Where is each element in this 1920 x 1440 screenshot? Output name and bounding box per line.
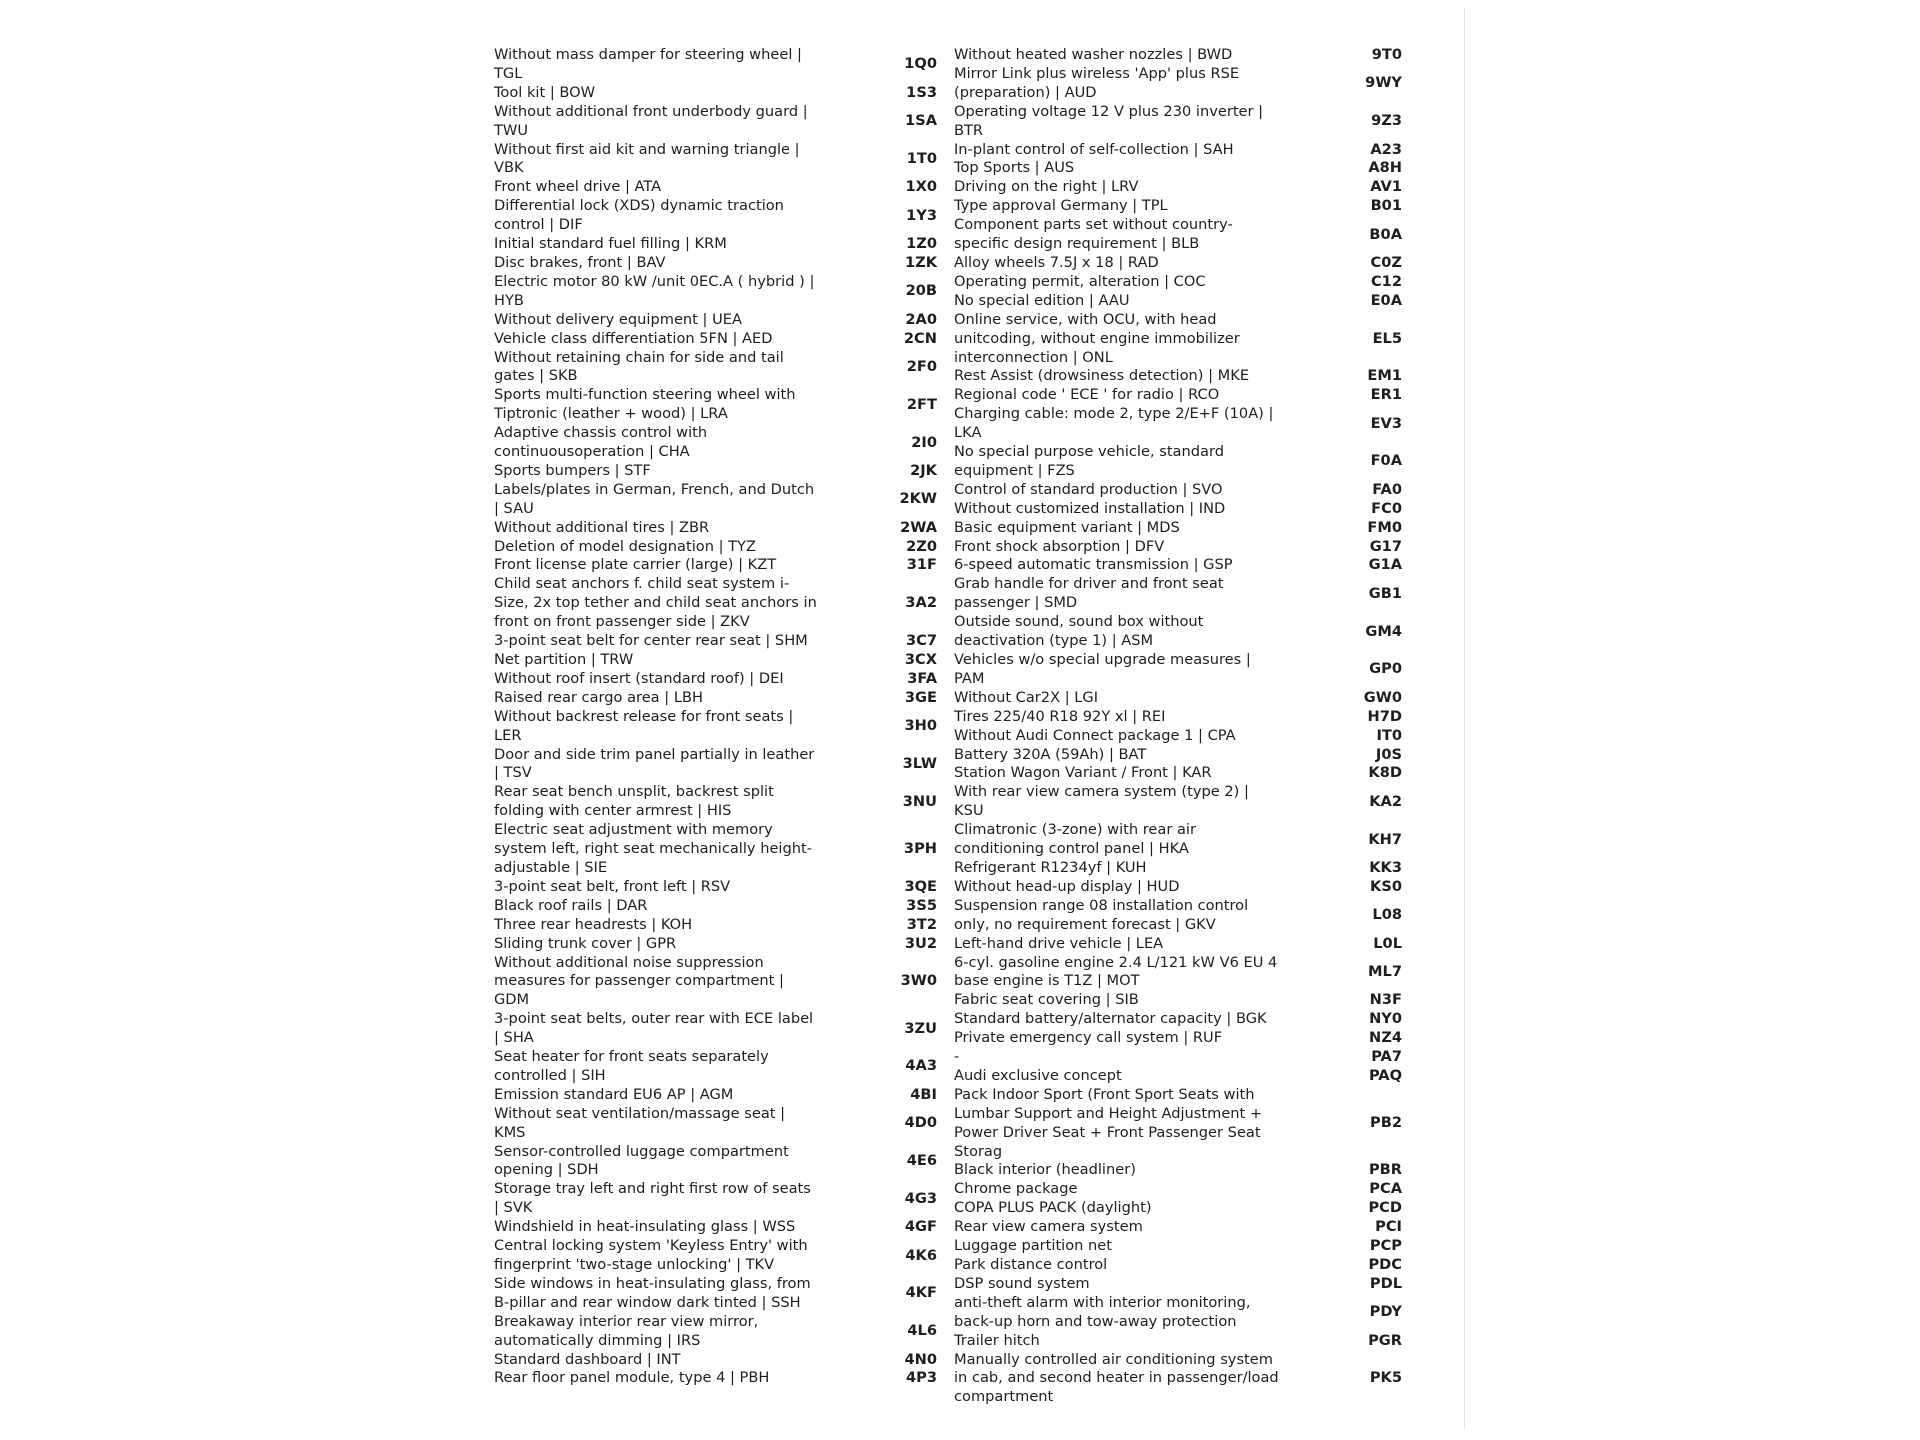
option-row [494, 273, 939, 311]
option-description: Rest Assist (drowsiness detection) | MKE [954, 367, 1250, 385]
option-description: Side windows in heat-insulating glass, from B-pillar and rear window dark tinted | SSH [494, 1274, 811, 1311]
option-code: 3C7 [905, 632, 937, 650]
option-code: 1S3 [906, 83, 937, 101]
option-description: Without retaining chain for side and tail gates | SKB [494, 348, 784, 385]
option-description: Left-hand drive vehicle | LEA [954, 934, 1164, 952]
option-description: Operating voltage 12 V plus 230 inverter | BTR [954, 102, 1264, 139]
option-description: 3-point seat belts, outer rear with ECE label | SHA [494, 1010, 814, 1047]
option-description: Seat heater for front seats separately controlled | SIH [494, 1048, 769, 1084]
option-code: 3U2 [904, 934, 937, 952]
option-row [954, 1294, 1404, 1332]
option-code: 9T0 [1371, 46, 1402, 63]
option-description: Breakaway interior rear view mirror, automatically dimming | IRS [494, 1312, 759, 1349]
option-row [954, 878, 1404, 897]
option-code: PDL [1369, 1274, 1402, 1292]
option-description: Online service, with OCU, with head unitcoding, without engine immobilizer interconnection | ONL [954, 310, 1240, 366]
option-row [494, 783, 939, 821]
option-row [494, 1351, 939, 1370]
option-code: 1T0 [906, 149, 937, 167]
option-row [954, 386, 1404, 405]
option-description: Without roof insert (standard roof) | DEI [494, 669, 784, 687]
option-code: 1Z0 [906, 235, 937, 253]
option-code: 20B [905, 282, 937, 300]
option-code: PGR [1368, 1331, 1402, 1349]
option-code: 1Y3 [906, 206, 937, 224]
option-code: 3ZU [904, 1019, 937, 1037]
option-description: Operating permit, alteration | COC [954, 272, 1206, 290]
option-code: F0A [1370, 452, 1402, 470]
option-code: 9Z3 [1371, 112, 1402, 130]
option-row [494, 746, 939, 784]
option-code: 31F [906, 556, 937, 574]
option-row [954, 821, 1404, 859]
option-description: Emission standard EU6 AP | AGM [494, 1085, 734, 1103]
option-row [494, 689, 939, 708]
option-description: Battery 320A (59Ah) | BAT [954, 745, 1147, 763]
option-description: Without additional noise suppression measures for passenger compartment | GDM [494, 953, 784, 1009]
option-row [494, 46, 939, 84]
option-code: 4KF [905, 1284, 937, 1302]
option-code: 3CX [904, 651, 937, 668]
option-description: Door and side trim panel partially in leather | TSV [494, 745, 815, 782]
option-description: Charging cable: mode 2, type 2/E+F (10A) | LKA [954, 405, 1274, 442]
option-row [494, 1048, 939, 1086]
option-code: EV3 [1370, 414, 1402, 432]
option-description: Front wheel drive | ATA [494, 178, 662, 196]
option-code: FC0 [1371, 499, 1402, 517]
option-row [494, 311, 939, 330]
option-code: L08 [1372, 906, 1402, 924]
option-row [494, 84, 939, 103]
option-description: Driving on the right | LRV [954, 178, 1139, 196]
option-row [954, 273, 1404, 292]
option-row [954, 935, 1404, 954]
option-row [954, 1332, 1404, 1351]
option-description: Fabric seat covering | SIB [954, 991, 1139, 1009]
option-code: NZ4 [1369, 1029, 1402, 1047]
option-code: PCI [1375, 1218, 1402, 1236]
option-description: Storage tray left and right first row of seats | SVK [494, 1180, 811, 1217]
option-row [954, 991, 1404, 1010]
option-code: 4D0 [904, 1114, 937, 1132]
option-row [954, 1256, 1404, 1275]
option-code: 3PH [903, 840, 937, 858]
option-row [954, 500, 1404, 519]
option-description: Rear view camera system [954, 1218, 1143, 1236]
option-code: 2CN [903, 329, 937, 347]
option-description: Sensor-controlled luggage compartment opening | SDH [494, 1142, 789, 1179]
option-code: 2JK [910, 461, 937, 479]
option-code: G1A [1368, 556, 1402, 574]
option-code: FA0 [1372, 480, 1402, 498]
option-row [494, 878, 939, 897]
option-description: Windshield in heat-insulating glass | WSS [494, 1218, 796, 1236]
option-code: 4P3 [905, 1369, 937, 1387]
option-row [954, 1180, 1404, 1199]
option-description: Without backrest release for front seats | LER [494, 707, 794, 744]
option-code: 1X0 [905, 178, 937, 196]
option-code: 3W0 [900, 972, 937, 990]
option-description: Component parts set without country- specific design requirement | BLB [954, 216, 1233, 253]
option-row [954, 897, 1404, 935]
option-code: KS0 [1370, 877, 1402, 895]
option-row [494, 235, 939, 254]
option-description: Without heated washer nozzles | BWD [954, 46, 1233, 63]
option-row [954, 1048, 1404, 1067]
option-row [494, 1105, 939, 1143]
option-row [494, 708, 939, 746]
option-description: Regional code ' ECE ' for radio | RCO [954, 386, 1220, 404]
option-description: 6-cyl. gasoline engine 2.4 L/121 kW V6 EU 4 base engine is T1Z | MOT [954, 953, 1278, 990]
option-code: KH7 [1368, 830, 1402, 848]
option-description: Without head-up display | HUD [954, 877, 1180, 895]
option-row [494, 897, 939, 916]
option-row [494, 1218, 939, 1237]
option-row [494, 821, 939, 878]
option-description: No special edition | AAU [954, 291, 1130, 309]
option-description: Alloy wheels 7.5J x 18 | RAD [954, 253, 1159, 271]
option-description: Top Sports | AUS [954, 159, 1075, 177]
option-code: 9WY [1365, 74, 1402, 92]
option-description: Mirror Link plus wireless 'App' plus RSE (preparation) | AUD [954, 64, 1240, 101]
option-description: Child seat anchors f. child seat system i- Size, 2x top tether and child seat anchors in front on front passenger side | ZKV [494, 575, 817, 631]
option-description: Without seat ventilation/massage seat | KMS [494, 1104, 786, 1141]
option-row [494, 330, 939, 349]
option-row [954, 783, 1404, 821]
option-description: Without additional front underbody guard | TWU [494, 102, 808, 139]
option-description: Raised rear cargo area | LBH [494, 688, 703, 706]
option-code: IT0 [1376, 726, 1402, 744]
option-description: Tool kit | BOW [494, 83, 596, 101]
option-row [494, 197, 939, 235]
option-code: 3QE [904, 877, 937, 895]
option-row [954, 519, 1404, 538]
option-code: 1Q0 [904, 55, 937, 73]
option-description: Black interior (headliner) [954, 1161, 1136, 1179]
option-code: PB2 [1370, 1114, 1402, 1132]
option-row [954, 216, 1404, 254]
option-code: A23 [1370, 140, 1402, 158]
option-code: PBR [1368, 1161, 1402, 1179]
option-description: Without mass damper for steering wheel | TGL [494, 46, 802, 82]
option-code: 1ZK [904, 253, 937, 271]
option-row [494, 1369, 939, 1388]
option-row [954, 1086, 1404, 1162]
option-row [954, 159, 1404, 178]
option-row [954, 575, 1404, 613]
option-row [494, 935, 939, 954]
option-description: Sports bumpers | STF [494, 461, 651, 479]
option-description: Climatronic (3-zone) with rear air conditioning control panel | HKA [954, 821, 1196, 858]
option-description: Tires 225/40 R18 92Y xl | REI [954, 707, 1166, 725]
option-description: 3-point seat belt, front left | RSV [494, 877, 731, 895]
option-description: Electric seat adjustment with memory system left, right seat mechanically height- adjustable | SIE [494, 821, 812, 876]
option-code: 3A2 [905, 594, 937, 612]
option-row [954, 311, 1404, 368]
option-row [494, 424, 939, 462]
option-code: C0Z [1370, 253, 1402, 271]
option-description: Front license plate carrier (large) | KZT [494, 556, 777, 574]
option-description: Control of standard production | SVO [954, 480, 1223, 498]
option-description: Three rear headrests | KOH [494, 915, 693, 933]
option-row [494, 632, 939, 651]
option-code: PCA [1369, 1180, 1402, 1198]
option-description: Without customized installation | IND [954, 499, 1226, 517]
option-code: 3LW [902, 754, 937, 772]
option-row [494, 519, 939, 538]
option-row [494, 103, 939, 141]
option-row [954, 65, 1404, 103]
option-description: Differential lock (XDS) dynamic traction control | DIF [494, 197, 784, 234]
option-description: Sliding trunk cover | GPR [494, 934, 677, 952]
option-code: 2FT [906, 395, 937, 413]
option-description: Disc brakes, front | BAV [494, 253, 666, 271]
option-code: 2F0 [906, 357, 937, 375]
option-description: Rear seat bench unsplit, backrest split folding with center armrest | HIS [494, 783, 774, 820]
option-code: PAQ [1368, 1066, 1402, 1084]
option-code: PA7 [1371, 1048, 1402, 1066]
option-description: Grab handle for driver and front seat passenger | SMD [954, 575, 1224, 612]
option-description: Vehicle class differentiation 5FN | AED [494, 329, 773, 347]
option-row [954, 1199, 1404, 1218]
option-description: 6-speed automatic transmission | GSP [954, 556, 1233, 574]
option-code: GM4 [1365, 622, 1402, 640]
option-row [954, 556, 1404, 575]
option-row [954, 651, 1404, 689]
option-code: 3T2 [906, 915, 937, 933]
option-code: A8H [1368, 159, 1402, 177]
option-row [954, 1067, 1404, 1086]
option-row [954, 141, 1404, 160]
option-description: Station Wagon Variant / Front | KAR [954, 764, 1212, 782]
option-description: Without additional tires | ZBR [494, 518, 710, 536]
options-column-left [494, 46, 939, 1388]
option-row [954, 727, 1404, 746]
option-row [494, 386, 939, 424]
option-description: Chrome package [954, 1180, 1078, 1198]
option-row [954, 689, 1404, 708]
option-description: Park distance control [954, 1256, 1108, 1273]
option-code: 4BI [910, 1085, 937, 1103]
option-code: 4N0 [904, 1350, 937, 1368]
option-description: Vehicles w/o special upgrade measures | PAM [954, 651, 1251, 687]
option-code: PCD [1368, 1199, 1402, 1217]
option-row [954, 197, 1404, 216]
option-row [954, 1275, 1404, 1294]
option-code: 3S5 [906, 896, 937, 914]
option-code: L0L [1373, 934, 1402, 952]
option-description: Net partition | TRW [494, 651, 634, 668]
option-row [494, 575, 939, 632]
option-row [954, 859, 1404, 878]
option-row [494, 651, 939, 670]
option-code: 4L6 [907, 1322, 937, 1340]
option-code: GP0 [1369, 660, 1402, 678]
option-code: PDY [1369, 1303, 1402, 1321]
option-description: Labels/plates in German, French, and Dutch | SAU [494, 480, 815, 517]
option-code: C12 [1370, 272, 1402, 290]
option-description: Rear floor panel module, type 4 | PBH [494, 1369, 770, 1387]
option-description: Front shock absorption | DFV [954, 537, 1165, 555]
option-code: EL5 [1372, 329, 1402, 347]
option-row [494, 954, 939, 1011]
option-description: DSP sound system [954, 1274, 1090, 1292]
option-row [494, 178, 939, 197]
option-description: Private emergency call system | RUF [954, 1029, 1223, 1047]
option-row [954, 764, 1404, 783]
option-row [954, 405, 1404, 443]
option-code: 4G3 [904, 1189, 937, 1207]
option-row [954, 954, 1404, 992]
option-row [494, 349, 939, 387]
option-code: 4K6 [905, 1246, 937, 1264]
option-row [954, 481, 1404, 500]
option-code: 2Z0 [906, 537, 937, 555]
option-description: Outside sound, sound box without deactivation (type 1) | ASM [954, 613, 1204, 650]
option-row [954, 1237, 1404, 1256]
option-description: Standard battery/alternator capacity | BGK [954, 1010, 1267, 1028]
option-code: PK5 [1369, 1369, 1402, 1387]
option-row [954, 292, 1404, 311]
option-row [954, 254, 1404, 273]
option-row [954, 538, 1404, 557]
option-description: No special purpose vehicle, standard equipment | FZS [954, 443, 1224, 479]
option-code: PDC [1368, 1256, 1402, 1273]
option-description: Refrigerant R1234yf | KUH [954, 858, 1147, 876]
option-code: PCP [1369, 1237, 1402, 1255]
option-row [494, 1275, 939, 1313]
option-description: Sports multi-function steering wheel with Tiptronic (leather + wood) | LRA [494, 386, 796, 423]
page-edge-line [1464, 8, 1465, 1428]
option-description: Manually controlled air conditioning system in cab, and second heater in passenger/load compartment [954, 1350, 1279, 1406]
option-code: 2A0 [905, 310, 937, 328]
option-code: K8D [1368, 764, 1402, 782]
option-code: 3FA [907, 669, 937, 687]
option-row [954, 443, 1404, 481]
option-row [954, 1351, 1404, 1408]
option-row [954, 613, 1404, 651]
option-code: EM1 [1367, 367, 1402, 385]
option-code: E0A [1370, 291, 1402, 309]
option-row [494, 1237, 939, 1275]
option-row [494, 1180, 939, 1218]
option-code: 2WA [900, 518, 937, 536]
option-row [494, 916, 939, 935]
option-description: Without Audi Connect package 1 | CPA [954, 726, 1236, 744]
option-code: KK3 [1369, 858, 1402, 876]
option-description: anti-theft alarm with interior monitoring, back-up horn and tow-away protection [954, 1293, 1251, 1330]
option-row [494, 670, 939, 689]
option-code: J0S [1375, 745, 1402, 763]
option-code: ER1 [1370, 386, 1402, 404]
option-description: 3-point seat belt for center rear seat | SHM [494, 632, 808, 650]
option-description: COPA PLUS PACK (daylight) [954, 1199, 1152, 1217]
option-code: KA2 [1369, 792, 1402, 810]
option-description: Type approval Germany | TPL [954, 197, 1168, 215]
option-code: 2KW [899, 490, 937, 508]
option-row [494, 141, 939, 179]
option-code: 4A3 [905, 1057, 937, 1075]
option-description: - [954, 1048, 960, 1066]
option-code: 1SA [905, 112, 937, 130]
option-description: With rear view camera system (type 2) | KSU [954, 783, 1249, 820]
option-code: FM0 [1367, 518, 1402, 536]
option-row [954, 746, 1404, 765]
option-row [954, 1029, 1404, 1048]
option-code: B0A [1369, 225, 1402, 243]
option-row [954, 1161, 1404, 1180]
option-code: AV1 [1370, 178, 1402, 196]
option-code: GW0 [1363, 688, 1402, 706]
option-code: 3NU [902, 792, 937, 810]
option-row [954, 46, 1404, 65]
option-code: 3H0 [904, 717, 937, 735]
option-description: Suspension range 08 installation control only, no requirement forecast | GKV [954, 896, 1249, 933]
option-code: 3GE [904, 688, 937, 706]
option-row [954, 178, 1404, 197]
option-code: 4GF [904, 1218, 937, 1236]
option-row [494, 481, 939, 519]
option-row [494, 1143, 939, 1181]
option-row [954, 708, 1404, 727]
option-description: Pack Indoor Sport (Front Sport Seats with Lumbar Support and Height Adjustment + Power Driver Seat + Front Passenger Seat Storag [954, 1085, 1263, 1160]
option-row [494, 1313, 939, 1351]
option-row [954, 367, 1404, 386]
option-description: Basic equipment variant | MDS [954, 518, 1180, 536]
option-code: ML7 [1368, 962, 1402, 980]
option-description: Audi exclusive concept [954, 1066, 1122, 1084]
option-description: Central locking system 'Keyless Entry' with fingerprint 'two-stage unlocking' | TKV [494, 1237, 808, 1273]
option-code: 4E6 [906, 1152, 937, 1170]
option-code: NY0 [1369, 1010, 1402, 1028]
option-description: Without Car2X | LGI [954, 688, 1099, 706]
option-code: GB1 [1368, 584, 1402, 602]
option-row [954, 103, 1404, 141]
option-row [494, 1086, 939, 1105]
options-column-right [954, 46, 1404, 1407]
option-description: Electric motor 80 kW /unit 0EC.A ( hybrid ) | HYB [494, 272, 815, 309]
option-code: H7D [1367, 707, 1402, 725]
option-row [494, 538, 939, 557]
option-description: Deletion of model designation | TYZ [494, 537, 756, 555]
option-row [954, 1218, 1404, 1237]
option-row [494, 556, 939, 575]
option-code: N3F [1369, 991, 1402, 1009]
option-row [494, 254, 939, 273]
option-code: B01 [1370, 197, 1402, 215]
option-row [494, 462, 939, 481]
option-description: Initial standard fuel filling | KRM [494, 235, 727, 253]
option-row [494, 1010, 939, 1048]
option-description: Black roof rails | DAR [494, 896, 648, 914]
option-code: 2I0 [911, 433, 937, 451]
option-description: Without delivery equipment | UEA [494, 310, 742, 328]
option-description: Trailer hitch [954, 1331, 1040, 1349]
option-code: G17 [1369, 537, 1402, 555]
option-description: Without first aid kit and warning triangle | VBK [494, 140, 800, 177]
option-description: Standard dashboard | INT [494, 1350, 681, 1368]
option-description: Adaptive chassis control with continuousoperation | CHA [494, 424, 708, 461]
option-row [954, 1010, 1404, 1029]
option-description: Luggage partition net [954, 1237, 1113, 1255]
option-description: In-plant control of self-collection | SAH [954, 140, 1234, 158]
